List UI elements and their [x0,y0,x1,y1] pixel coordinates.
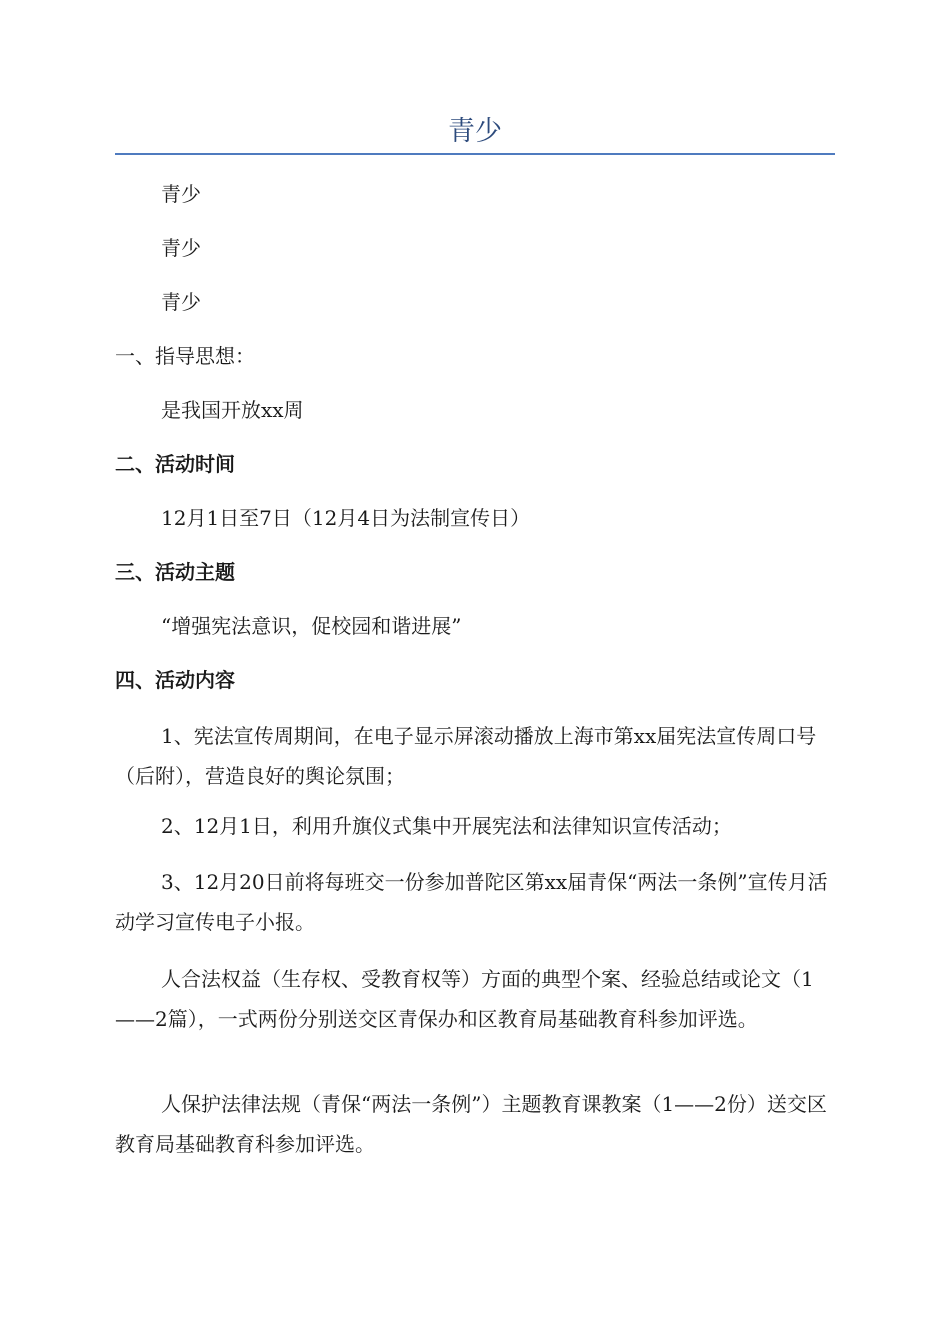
document-title: 青少 [448,116,502,147]
intro-line-2: 青少 [161,236,201,260]
content-item-5: 人保护法律法规（青保“两法一条例”）主题教育课教案（1——2份）送交区教育局基础教育科参加评选。 [115,1092,827,1156]
content-item-3: 3、12月20日前将每班交一份参加普陀区第xx届青保“两法一条例”宣传月活动学习宣传电子小报。 [115,870,828,934]
section-2-heading: 二、活动时间 [115,452,235,476]
section-4-heading: 四、活动内容 [115,668,235,692]
title-underline [115,153,835,155]
section-3-heading: 三、活动主题 [115,560,235,584]
content-item-2: 2、12月1日，利用升旗仪式集中开展宪法和法律知识宣传活动； [161,814,732,838]
section-1-heading: 一、指导思想： [115,344,255,368]
intro-line-3: 青少 [161,290,201,314]
section-2-body: 12月1日至7日（12月4日为法制宣传日） [161,506,531,530]
section-3-body: “增强宪法意识，促校园和谐进展” [161,614,462,638]
section-1-body: 是我国开放xx周 [161,398,304,422]
content-item-4: 人合法权益（生存权、受教育权等）方面的典型个案、经验总结或论文（1——2篇），一式两份分别送交区青保办和区教育局基础教育科参加评选。 [115,967,814,1031]
content-item-1: 1、宪法宣传周期间，在电子显示屏滚动播放上海市第xx届宪法宣传周口号（后附），营造良好的舆论氛围； [115,724,817,788]
intro-line-1: 青少 [161,182,201,206]
